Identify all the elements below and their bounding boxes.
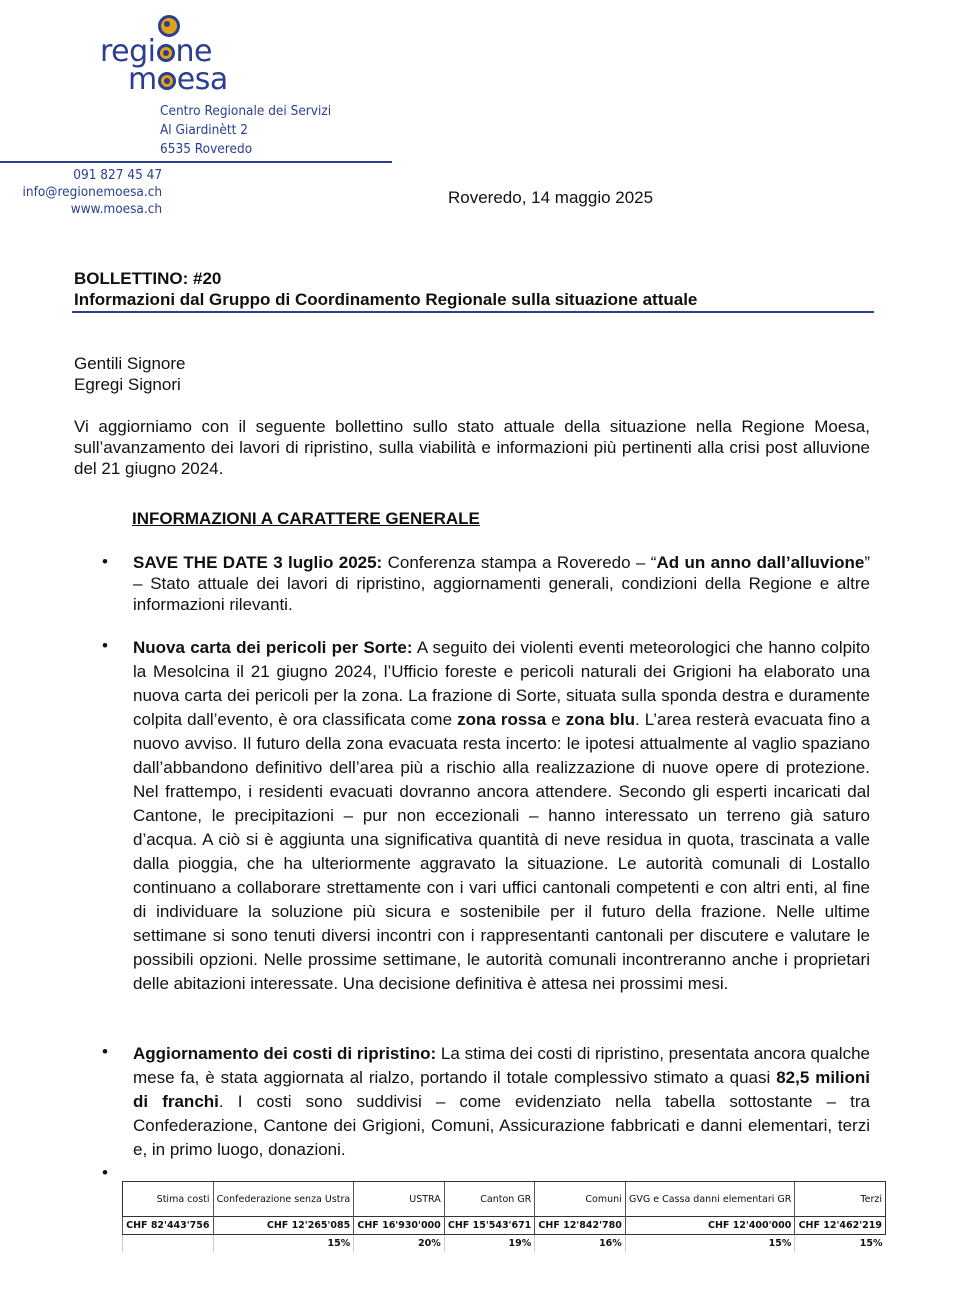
table-header-cell: GVG e Cassa danni elementari GR	[625, 1182, 795, 1217]
table-header-cell: Stima costi	[123, 1182, 214, 1217]
table-header-cell: Terzi	[795, 1182, 886, 1217]
table-cell	[123, 1235, 214, 1253]
sender-address	[160, 102, 331, 159]
greeting	[74, 353, 186, 395]
phone-number: 091 827 45 47	[73, 167, 162, 183]
address-line: 6535 Roveredo	[160, 141, 253, 157]
item-lead: Nuova carta dei pericoli per Sorte:	[133, 638, 413, 657]
bullet-carta-pericoli: Nuova carta dei pericoli per Sorte: A seguito dei violenti eventi meteorologici che hanno colpito la Mesolcina il 21 giugno 2024, l’Ufficio foreste e pericoli naturali dei Grigioni ha elaborato una nuova carta dei pericoli per la zona. La frazione di Sorte, situata sulla sponda destra e duramente colpita dall’evento, è ora classificata come zona rossa e zona blu. L’area resterà evacuata fino a nuovo avviso. Il futuro della zona evacuata resta incerto: le ipotesi attualmente al vaglio spaziano dall’abbandono definitivo dell’area più a rischio alla realizzazione di nuove opere di protezione. Nel frattempo, i residenti evacuati dovranno ancora attendere. Secondo gli esperti incaricati dal Cantone, le precipitazioni – pur non eccezionali – hanno interessato un terreno già saturo d’acqua. A ciò si è aggiunta una significativa quantità di neve residua in quota, trascinata a valle dalla pioggia, che ha ulteriormente aggravato la situazione. Le autorità comunali di Lostallo continuano a collaborare strettamente con i vari uffici cantonali competenti e con altri enti, al fine di individuare la soluzione più sicura e sostenibile per il futuro della frazione. Nelle ultime settimane si sono tenuti diversi incontri con i rappresentanti cantonali per discutere e valutare le possibili opzioni. Nelle prossime settimane, le autorità comunali incontreranno anche i proprietari delle abitazioni interessate. Una decisione definitiva è attesa nei prossimi mesi.	[133, 638, 871, 993]
logo-word-moesa: m esa	[128, 62, 228, 97]
email-address: info@regionemoesa.ch	[22, 184, 162, 200]
logo-o-ring-icon	[157, 44, 175, 62]
bullet-icon: •	[102, 1163, 108, 1182]
bulletin-title	[74, 268, 697, 310]
table-cell: 20%	[354, 1235, 445, 1253]
section-heading: INFORMAZIONI A CARATTERE GENERALE	[132, 509, 480, 528]
bulletin-number: BOLLETTINO: #20	[74, 269, 222, 288]
bulletin-subtitle: Informazioni dal Gruppo di Coordinamento Regionale sulla situazione attuale	[74, 290, 698, 309]
website: www.moesa.ch	[70, 201, 162, 217]
item-lead: SAVE THE DATE 3 luglio 2025:	[133, 553, 383, 572]
table-row	[123, 1235, 886, 1253]
table-cell: CHF 12'265'085	[213, 1217, 354, 1235]
regione-moesa-logo	[100, 12, 250, 102]
table-cell: CHF 12'462'219	[795, 1217, 886, 1235]
table-header-cell: Confederazione senza Ustra	[213, 1182, 354, 1217]
address-line: Centro Regionale dei Servizi	[160, 103, 332, 119]
greeting-line: Gentili Signore	[74, 354, 186, 373]
bullet-icon: •	[102, 636, 108, 655]
table-cell: CHF 15'543'671	[444, 1217, 535, 1235]
table-cell: 15%	[795, 1235, 886, 1253]
table-cell: 15%	[625, 1235, 795, 1253]
item-lead: Aggiornamento dei costi di ripristino:	[133, 1044, 437, 1063]
logo-word-regione: regi ne	[100, 34, 212, 69]
table-cell: CHF 12'400'000	[625, 1217, 795, 1235]
table-row	[123, 1217, 886, 1235]
table-header-cell: Comuni	[535, 1182, 626, 1217]
bullet-icon: •	[102, 1042, 108, 1061]
table-header-cell: Canton GR	[444, 1182, 535, 1217]
header-divider	[0, 161, 392, 163]
table-cell: CHF 12'842'780	[535, 1217, 626, 1235]
bullet-save-the-date: SAVE THE DATE 3 luglio 2025: Conferenza stampa a Roveredo – “Ad un anno dall’alluvione” – Stato attuale dei lavori di ripristino, aggiornamenti generali, condizioni della Regione e altre informazioni rilevanti.	[133, 553, 870, 614]
greeting-line: Egregi Signori	[74, 375, 181, 394]
title-underline	[72, 311, 874, 313]
letter-date: Roveredo, 14 maggio 2025	[448, 188, 654, 207]
logo-o-ring-icon	[158, 72, 176, 90]
sender-contact	[22, 167, 162, 218]
table-header-row	[123, 1182, 886, 1217]
costs-table	[122, 1181, 886, 1252]
table-cell: CHF 82'443'756	[123, 1217, 214, 1235]
bullet-costi-ripristino: Aggiornamento dei costi di ripristino: La stima dei costi di ripristino, presentata ancora qualche mese fa, è stata aggiornata al rialzo, portando il totale complessivo stimato a quasi 82,5 milioni di franchi. I costi sono suddivisi – come evidenziato nella tabella sottostante – tra Confederazione, Cantone dei Grigioni, Comuni, Assicurazione fabbricati e danni elementari, terzi e, in primo luogo, donazioni.	[133, 1044, 870, 1159]
bullet-icon: •	[102, 552, 108, 571]
table-cell: 16%	[535, 1235, 626, 1253]
table-cell: 19%	[444, 1235, 535, 1253]
table-cell: CHF 16'930'000	[354, 1217, 445, 1235]
table-cell: 15%	[213, 1235, 354, 1253]
table-header-cell: USTRA	[354, 1182, 445, 1217]
address-line: Al Giardinètt 2	[160, 122, 248, 138]
intro-paragraph: Vi aggiorniamo con il seguente bollettino sullo stato attuale della situazione nella Regione Moesa, sull’avanzamento dei lavori di ripristino, sulla viabilità e informazioni più pertinenti alla crisi post alluvione del 21 giugno 2024.	[74, 417, 870, 478]
